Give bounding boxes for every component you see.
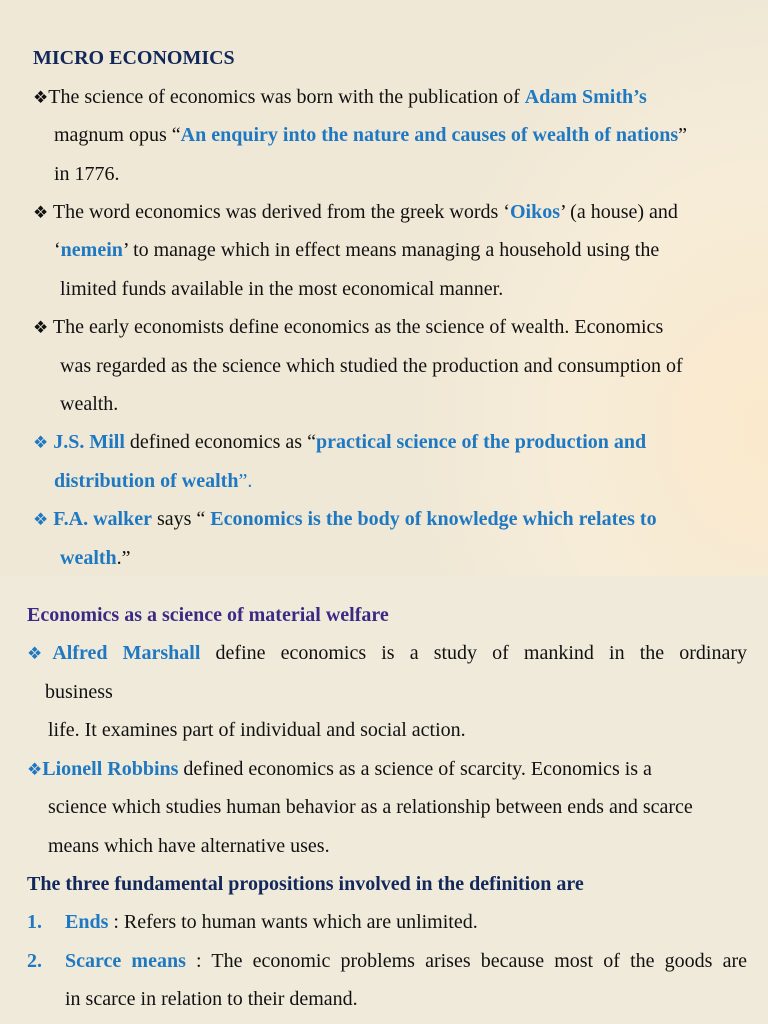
paragraph-oikos-line-1: ❖ The word economics was derived from the greek words ‘Oikos’ (a house) and — [33, 201, 678, 223]
paragraph-robbins-line-2: science which studies human behavior as a relationship between ends and scarce — [48, 796, 693, 818]
paragraph-jsmill-line-2: distribution of wealth”. — [54, 470, 253, 492]
author-name: Adam Smith’s — [524, 86, 647, 108]
definition-quote: distribution of wealth — [54, 470, 239, 492]
list-number: 2. — [27, 950, 42, 972]
bullet-icon: ❖ — [27, 644, 53, 663]
paragraph-robbins-line-1: ❖Lionell Robbins defined economics as a science of scarcity. Economics is a — [27, 758, 652, 780]
definition-quote: Economics is the body of knowledge which relates to — [210, 508, 657, 530]
paragraph-marshall-line-2: business — [45, 681, 113, 703]
definition-quote: wealth — [60, 547, 117, 569]
bullet-icon: ❖ — [33, 433, 49, 452]
economist-name: Alfred Marshall — [52, 642, 201, 664]
propositions-heading: The three fundamental propositions involved in the definition are — [27, 873, 584, 895]
section-heading: Economics as a science of material welfare — [27, 604, 389, 626]
proposition-item-1: 1. Ends : Refers to human wants which are unlimited. — [27, 911, 478, 933]
bottom-panel — [0, 576, 768, 1024]
list-number: 1. — [27, 911, 42, 933]
paragraph-adam-smith-line-1: ❖The science of economics was born with the publication of Adam Smith’s — [33, 86, 647, 108]
paragraph-walker-line-2: wealth.” — [60, 547, 131, 569]
bullet-icon: ❖ — [33, 318, 49, 337]
book-title: An enquiry into the nature and causes of wealth of nations — [180, 124, 679, 146]
bullet-icon: ❖ — [33, 510, 49, 529]
paragraph-wealth-line-2: was regarded as the science which studied the production and consumption of — [60, 355, 683, 377]
proposition-item-2-line-1: 2. Scarce means : The economic problems arises because most of the goods are — [27, 950, 748, 972]
definition-quote: practical science of the production and — [315, 431, 647, 453]
bullet-icon: ❖ — [33, 88, 49, 107]
paragraph-robbins-line-3: means which have alternative uses. — [48, 835, 330, 857]
bullet-icon: ❖ — [33, 203, 49, 222]
economist-name: F.A. walker — [48, 508, 152, 530]
term-oikos: Oikos — [509, 201, 560, 223]
economist-name: J.S. Mill — [48, 431, 125, 453]
paragraph-wealth-line-1: ❖ The early economists define economics as the science of wealth. Economics — [33, 316, 664, 338]
paragraph-oikos-line-3: limited funds available in the most economical manner. — [60, 278, 504, 300]
paragraph-jsmill-line-1: ❖ J.S. Mill defined economics as “practical science of the production and — [33, 431, 647, 453]
paragraph-oikos-line-2: ‘nemein’ to manage which in effect means managing a household using the — [54, 239, 660, 261]
paragraph-walker-line-1: ❖ F.A. walker says “ Economics is the body of knowledge which relates to — [33, 508, 657, 530]
term-nemein: nemein — [60, 239, 123, 261]
paragraph-wealth-line-3: wealth. — [60, 393, 119, 415]
economist-name: Lionell Robbins — [42, 758, 179, 780]
bullet-icon: ❖ — [27, 760, 43, 779]
proposition-term: Scarce means — [65, 950, 186, 972]
page-title: MICRO ECONOMICS — [33, 47, 235, 69]
paragraph-marshall-line-1: ❖Alfred Marshall define economics is a study of mankind in the ordinary — [27, 642, 747, 664]
paragraph-adam-smith-line-3: in 1776. — [54, 163, 120, 185]
paragraph-adam-smith-line-2: magnum opus “An enquiry into the nature and causes of wealth of nations” — [54, 124, 688, 146]
paragraph-marshall-line-3: life. It examines part of individual and social action. — [48, 719, 466, 741]
proposition-item-2-line-2: in scarce in relation to their demand. — [65, 988, 358, 1010]
proposition-term: Ends — [65, 911, 109, 933]
